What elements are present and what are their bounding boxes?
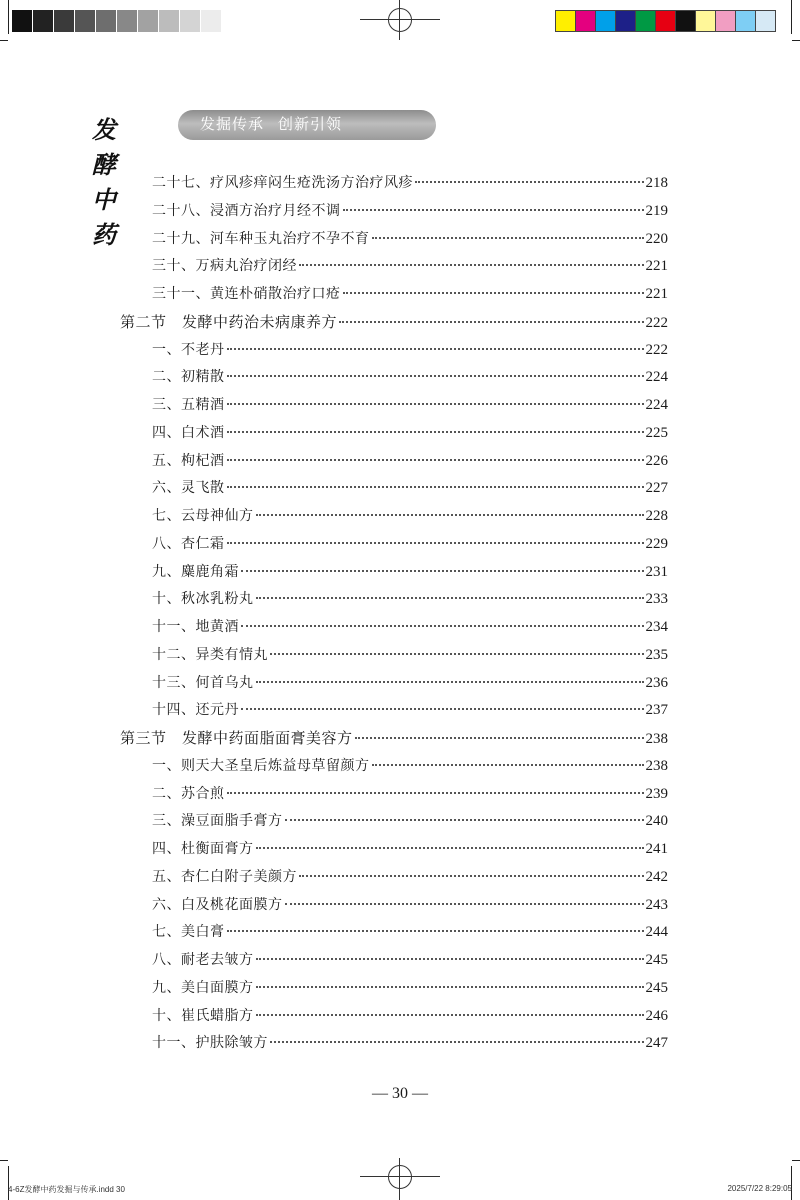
toc-entry[interactable]	[152, 644, 668, 668]
toc-entry[interactable]	[152, 1032, 668, 1056]
gray-swatch-strip	[12, 10, 243, 32]
toc-entry[interactable]	[152, 228, 668, 252]
dot-leader	[372, 763, 644, 766]
color-swatch	[555, 10, 576, 32]
toc-entry[interactable]	[152, 894, 668, 918]
toc-entry-page: 224	[645, 369, 668, 386]
toc-entry[interactable]	[152, 422, 668, 446]
dot-leader	[256, 596, 644, 599]
toc-entry-page: 242	[645, 868, 668, 885]
gray-swatch	[33, 10, 54, 32]
toc-entry-page: 241	[645, 841, 668, 857]
toc-entry-title: 三十一、黄连朴硝散治疗口疮	[152, 286, 341, 302]
gray-swatch	[201, 10, 222, 32]
toc-entry[interactable]	[152, 561, 668, 585]
toc-entry-title: 九、美白面膜方	[152, 979, 254, 996]
dot-leader	[270, 1040, 644, 1043]
dot-leader	[227, 402, 644, 405]
toc-entry[interactable]	[152, 616, 668, 640]
toc-entry[interactable]	[152, 255, 668, 279]
toc-entry-title: 八、杏仁霜	[152, 535, 225, 552]
color-swatch	[655, 10, 676, 32]
toc-entry-title: 第三节 发酵中药面脂面膏美容方	[120, 729, 353, 747]
dot-leader	[241, 624, 644, 627]
toc-entry-page: 222	[645, 341, 668, 358]
dot-leader	[227, 347, 644, 350]
toc-entry-title: 第二节 发酵中药治未病康养方	[120, 312, 338, 331]
toc-section-entry[interactable]	[120, 727, 668, 751]
toc-entry-page: 233	[645, 591, 668, 608]
badge-text-left: 发掘传承	[200, 116, 265, 133]
dot-leader	[299, 263, 644, 266]
toc-entry[interactable]	[152, 283, 668, 307]
color-swatch	[735, 10, 756, 32]
crop-mark	[792, 1160, 800, 1161]
toc-entry-page: 247	[645, 1035, 668, 1052]
toc-entry[interactable]	[152, 505, 668, 529]
dot-leader	[270, 652, 644, 655]
toc-entry-page: 226	[645, 452, 668, 469]
dot-leader	[241, 569, 644, 572]
dot-leader	[227, 485, 644, 488]
toc-entry[interactable]	[152, 450, 668, 474]
toc-entry-page: 238	[645, 731, 668, 747]
gray-swatch	[138, 10, 159, 32]
dot-leader	[256, 513, 644, 516]
gray-swatch	[12, 10, 33, 32]
dot-leader	[256, 1013, 644, 1016]
toc-entry-page: 237	[645, 702, 668, 719]
toc-entry-page: 234	[645, 619, 668, 635]
toc-entry-page: 246	[645, 1007, 668, 1024]
toc-entry-title: 十一、护肤除皱方	[152, 1035, 268, 1052]
toc-entry-page: 225	[645, 424, 668, 441]
toc-entry-page: 222	[645, 314, 668, 331]
toc-entry-page: 240	[645, 813, 668, 830]
dot-leader	[227, 374, 644, 377]
crop-mark	[792, 40, 800, 41]
dot-leader	[256, 957, 644, 960]
crop-mark	[791, 1166, 792, 1200]
dot-leader	[241, 707, 644, 710]
toc-entry-title: 三、澡豆面脂手膏方	[152, 813, 283, 830]
badge-text-right: 创新引领	[278, 116, 343, 133]
toc-entry[interactable]	[152, 699, 668, 723]
toc-entry-page: 231	[645, 563, 668, 580]
crop-mark	[8, 0, 9, 34]
toc-entry[interactable]	[152, 1005, 668, 1029]
toc-entry-title: 三十、万病丸治疗闭经	[152, 258, 297, 275]
color-swatch-strip	[556, 10, 776, 32]
gray-swatch	[159, 10, 180, 32]
toc-entry-title: 四、白术酒	[152, 424, 225, 441]
toc-entry-title: 九、麋鹿角霜	[152, 563, 239, 580]
toc-entry[interactable]	[152, 838, 668, 862]
color-swatch	[755, 10, 776, 32]
toc-entry-page: 221	[645, 258, 668, 275]
dot-leader	[256, 985, 644, 988]
toc-entry-page: 244	[645, 924, 668, 941]
toc-entry-title: 六、灵飞散	[152, 480, 225, 497]
crop-mark	[0, 1160, 8, 1161]
toc-entry[interactable]	[152, 588, 668, 612]
toc-entry-title: 一、不老丹	[152, 341, 225, 358]
page-number: — 30 —	[372, 1085, 428, 1102]
toc-entry-page: 221	[645, 286, 668, 302]
toc-entry-title: 二、初精散	[152, 369, 225, 386]
dot-leader	[227, 929, 644, 932]
toc-entry-page: 220	[645, 230, 668, 247]
dot-leader	[415, 180, 644, 183]
toc-entry[interactable]	[152, 783, 668, 807]
toc-entry-title: 七、云母神仙方	[152, 508, 254, 524]
crop-mark	[0, 40, 8, 41]
color-swatch	[695, 10, 716, 32]
toc-entry-title: 三、五精酒	[152, 397, 225, 413]
toc-entry[interactable]	[152, 339, 668, 363]
toc-entry-title: 十、秋冰乳粉丸	[152, 591, 254, 608]
timestamp-slug: 2025/7/22 8:29:05	[727, 1184, 792, 1193]
toc-entry-title: 十四、还元丹	[152, 702, 239, 719]
toc-entry[interactable]	[152, 533, 668, 557]
toc-entry-page: 218	[645, 175, 668, 191]
toc-section-entry[interactable]	[120, 311, 668, 335]
gray-swatch	[96, 10, 117, 32]
toc-entry-title: 四、杜衡面膏方	[152, 841, 254, 857]
toc-entry[interactable]	[152, 477, 668, 501]
toc-entry-page: 236	[645, 674, 668, 691]
toc-entry-title: 二十九、河车种玉丸治疗不孕不育	[152, 230, 370, 247]
toc-entry-title: 二十七、疗风疹痒闷生疮洗汤方治疗风疹	[152, 175, 413, 191]
toc-entry-page: 235	[645, 646, 668, 663]
dot-leader	[256, 846, 644, 849]
toc-entry[interactable]	[152, 394, 668, 418]
dot-leader	[372, 236, 644, 239]
toc-entry-page: 228	[645, 508, 668, 524]
toc-entry[interactable]	[152, 810, 668, 834]
dot-leader	[343, 208, 644, 211]
toc-entry-page: 245	[645, 979, 668, 996]
toc-entry[interactable]	[152, 200, 668, 224]
toc-entry-page: 245	[645, 952, 668, 968]
toc-entry[interactable]	[152, 672, 668, 696]
book-title: 发酵中药	[92, 115, 117, 249]
toc-entry[interactable]	[152, 977, 668, 1001]
gray-swatch	[117, 10, 138, 32]
toc-entry[interactable]	[152, 866, 668, 890]
toc-entry-title: 六、白及桃花面膜方	[152, 896, 283, 913]
dot-leader	[227, 791, 644, 794]
color-swatch	[715, 10, 736, 32]
dot-leader	[285, 902, 644, 905]
color-swatch	[675, 10, 696, 32]
dot-leader	[256, 680, 644, 683]
color-swatch	[575, 10, 596, 32]
gray-swatch	[75, 10, 96, 32]
toc-entry[interactable]	[152, 755, 668, 779]
gray-swatch	[180, 10, 201, 32]
dot-leader	[227, 458, 644, 461]
toc-entry[interactable]	[152, 949, 668, 973]
crop-mark	[791, 0, 792, 34]
gray-swatch	[54, 10, 75, 32]
toc-entry-title: 十二、异类有情丸	[152, 646, 268, 663]
header-badge	[178, 110, 436, 140]
toc-entry-title: 十一、地黄酒	[152, 619, 239, 635]
dot-leader	[227, 430, 644, 433]
dot-leader	[339, 320, 643, 323]
toc-entry-title: 二、苏合煎	[152, 785, 225, 802]
dot-leader	[299, 874, 644, 877]
color-swatch	[595, 10, 616, 32]
dot-leader	[355, 736, 644, 739]
dot-leader	[343, 291, 644, 294]
toc-entry[interactable]	[152, 366, 668, 390]
toc-entry-title: 一、则天大圣皇后炼益母草留颜方	[152, 757, 370, 774]
toc-entry-page: 238	[645, 757, 668, 774]
toc-entry-title: 八、耐老去皱方	[152, 952, 254, 968]
dot-leader	[227, 541, 644, 544]
toc-entry[interactable]	[152, 921, 668, 945]
color-swatch	[635, 10, 656, 32]
toc-entry-title: 五、枸杞酒	[152, 452, 225, 469]
toc-entry-page: 224	[645, 397, 668, 413]
toc-entry-page: 219	[645, 202, 668, 219]
toc-entry-page: 227	[645, 480, 668, 497]
toc-entry-page: 229	[645, 535, 668, 552]
dot-leader	[285, 818, 644, 821]
toc-entry-title: 十三、何首乌丸	[152, 674, 254, 691]
toc-entry-title: 二十八、浸酒方治疗月经不调	[152, 202, 341, 219]
toc-entry-title: 五、杏仁白附子美颜方	[152, 868, 297, 885]
color-swatch	[615, 10, 636, 32]
gray-swatch	[222, 10, 243, 32]
toc-entry-page: 239	[645, 785, 668, 802]
file-name-slug: 4-6Z发酵中药发掘与传承.indd 30	[8, 1185, 125, 1194]
toc-entry[interactable]	[152, 172, 668, 196]
toc-entry-title: 七、美白膏	[152, 924, 225, 941]
toc-entry-page: 243	[645, 896, 668, 913]
toc-entry-title: 十、崔氏蜡脂方	[152, 1007, 254, 1024]
